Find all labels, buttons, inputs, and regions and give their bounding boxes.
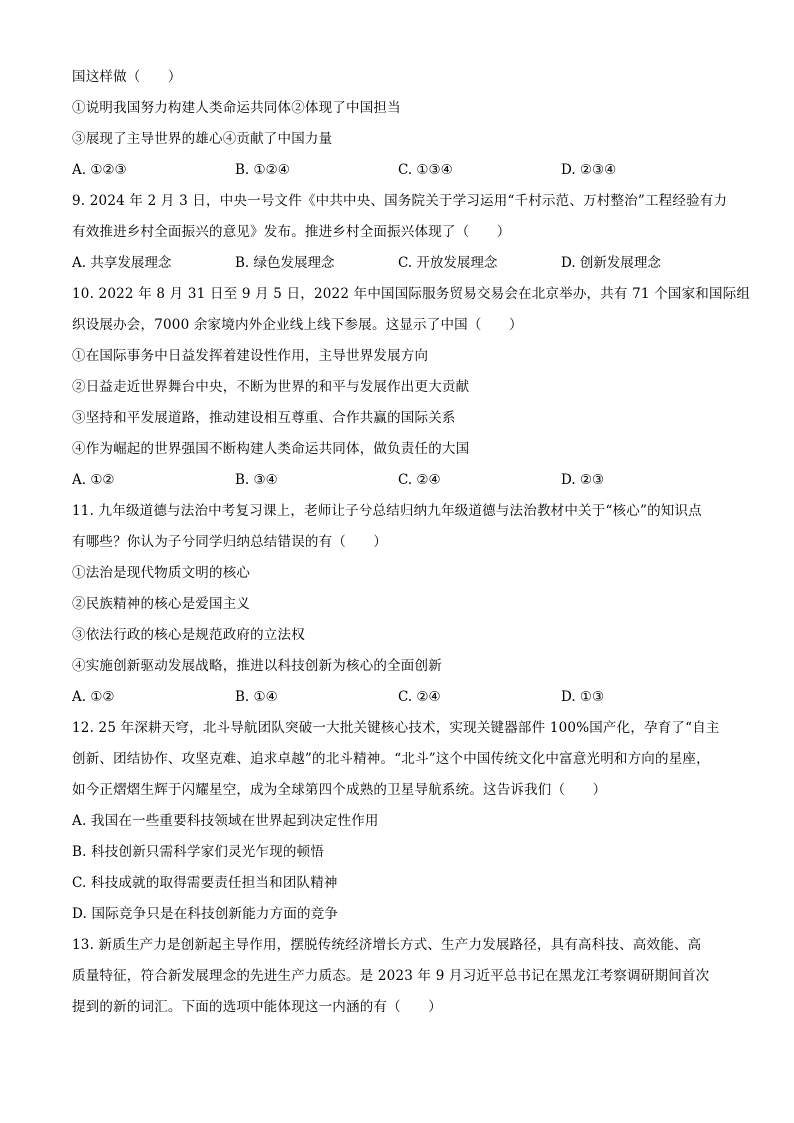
option-b: B. ①②④ [235,162,290,178]
option-a: A. ①②③ [72,162,127,178]
option-c: C. ②④ [398,472,441,488]
question-text: 创新、团结协作、攻坚克难、追求卓越”的北斗精神。“北斗”这个中国传统文化中富意光明和方向的星座， [72,751,710,767]
option-c: C. ②④ [398,689,441,705]
question-text: 12. 25 年深耕天穹，北斗导航团队突破一大批关键核心技术，实现关键器部件 100%国产化，孕育了“自主 [72,720,720,736]
answer-options [72,248,732,279]
option-d: D. ①③ [561,689,605,705]
option-d: D. ②③ [561,472,605,488]
option-d: D. 创新发展理念 [561,255,661,271]
statement-item: ②民族精神的核心是爱国主义 [72,596,251,612]
statement-item: ④作为崛起的世界强国不断构建人类命运共同体，做负责任的大国 [72,441,470,457]
answer-options [72,465,732,496]
statement-item: ③依法行政的核心是规范政府的立法权 [72,627,305,643]
option-a: A. 共享发展理念 [72,255,172,271]
question-text: 13. 新质生产力是创新起主导作用，摆脱传统经济增长方式、生产力发展路径，具有高科技、高效能、高 [72,937,702,953]
question-text: 9. 2024 年 2 月 3 日，中央一号文件《中共中央、国务院关于学习运用“千村示范、万村整治”工程经验有力 [72,193,728,209]
question-10 [72,279,751,496]
option-b: B. 绿色发展理念 [235,255,335,271]
question-11 [72,496,732,713]
statement-item: ③坚持和平发展道路，推动建设相互尊重、合作共赢的国际关系 [72,410,456,426]
option-b: B. 科技创新只需科学家们灵光乍现的顿悟 [72,844,325,860]
statement-item: ①说明我国努力构建人类命运共同体②体现了中国担当 [72,100,401,116]
question-text: 国这样做（ ） [72,69,182,85]
question-text: 质量特征，符合新发展理念的先进生产力质态。是 2023 年 9 月习近平总书记在黑龙江考察调研期间首次 [72,968,710,984]
statement-item: ①法治是现代物质文明的核心 [72,565,251,581]
option-d: D. ②③④ [561,162,617,178]
option-b: B. ③④ [235,472,278,488]
question-text: 有哪些？你认为子兮同学归纳总结错误的有（ ） [72,534,388,550]
question-12 [72,713,732,930]
option-b: B. ①④ [235,689,278,705]
option-c: C. 开放发展理念 [398,255,498,271]
answer-options [72,155,732,186]
question-text: 如今正熠熠生辉于闪耀星空，成为全球第四个成熟的卫星导航系统。这告诉我们（ ） [72,782,607,798]
statement-item: ④实施创新驱动发展战略，推进以科技创新为核心的全面创新 [72,658,442,674]
question-text: 11. 九年级道德与法治中考复习课上，老师让子兮总结归纳九年级道德与法治教材中关于“核心”的知识点 [72,503,702,519]
question-text: 有效推进乡村全面振兴的意见》发布。推进乡村全面振兴体现了（ ） [72,224,511,240]
question-text: 提到的新的词汇。下面的选项中能体现这一内涵的有（ ） [72,999,442,1015]
answer-options [72,682,732,713]
statement-item: ②日益走近世界舞台中央，不断为世界的和平与发展作出更大贡献 [72,379,470,395]
statement-item: ①在国际事务中日益发挥着建设性作用，主导世界发展方向 [72,348,429,364]
question-text: 10. 2022 年 8 月 31 日至 9 月 5 日，2022 年中国国际服务贸易交易会在北京举办，共有 71 个国家和国际组 [72,286,751,302]
question-8 [72,62,732,186]
exam-page [72,62,751,1023]
option-d: D. 国际竞争只是在科技创新能力方面的竞争 [72,906,339,922]
question-13 [72,930,732,1023]
option-a: A. ①② [72,689,115,705]
option-c: C. 科技成就的取得需要责任担当和团队精神 [72,875,338,891]
option-c: C. ①③④ [398,162,453,178]
question-9 [72,186,732,279]
option-a: A. ①② [72,472,115,488]
question-text: 织设展办会，7000 余家境内外企业线上线下参展。这显示了中国（ ） [72,317,523,333]
statement-item: ③展现了主导世界的雄心④贡献了中国力量 [72,131,333,147]
option-a: A. 我国在一些重要科技领域在世界起到决定性作用 [72,813,379,829]
